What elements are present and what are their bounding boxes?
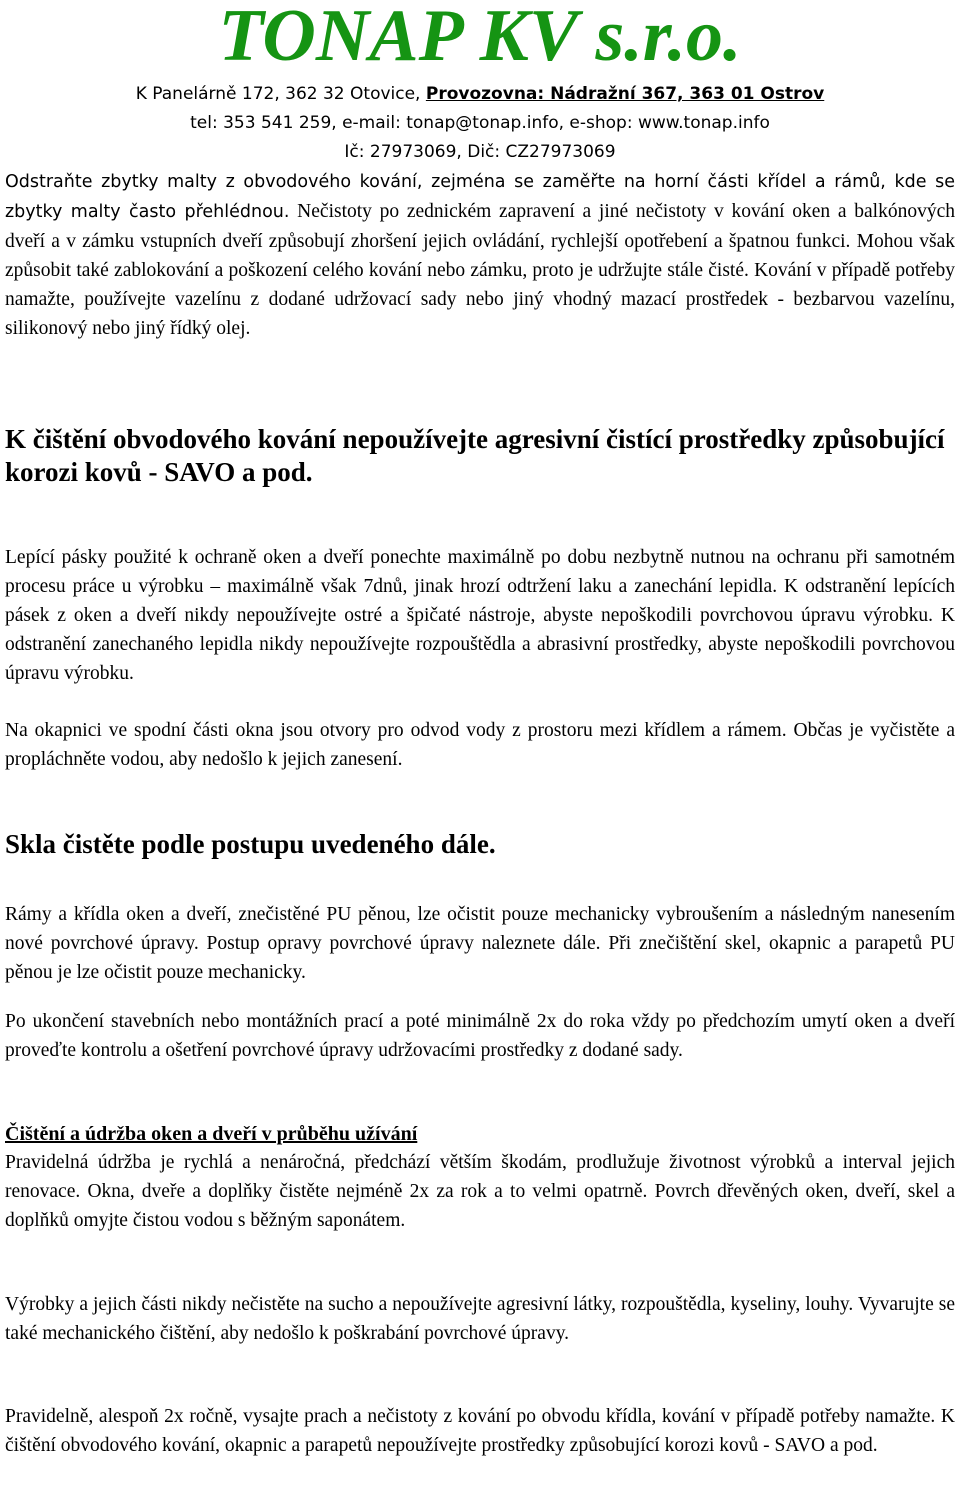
company-address bbox=[0, 81, 960, 107]
paragraph-hardware-intro: Odstraňte zbytky malty z obvodového kování, zejména se zaměřte na horní části křídel a rámů, kde se zbytky malty často přehlédnou. bbox=[5, 172, 955, 222]
branch-address: Provozovna: Nádražní 367, 363 01 Ostrov bbox=[425, 84, 825, 104]
paragraph-drip-edge: Na okapnici ve spodní části okna jsou otvory pro odvod vody z prostoru mezi křídlem a rámem. Občas je vyčistěte a propláchněte vodou, aby nedošlo k jejich zanesení. bbox=[5, 720, 955, 770]
contact-line: tel: 353 541 259, e-mail: tonap@tonap.info, e-shop: www.tonap.info bbox=[190, 113, 770, 133]
paragraph-hardware-rest: Nečistoty po zednickém zapravení a jiné nečistoty v kování oken a balkónových dveří a v zámku vstupních dveří způsobují zhoršení jejich ovládání, rychlejší opotřebení a špatnou funkci. Mohou však způsobit také zablokování a poškození celého kování nebo zámku, proto je udržujte stále čisté. Kování v případě potřeby namažte, používejte vazelínu z dodané udržovací sady nebo jiný vhodný mazací prostředek - bezbarvou vazelínu, silikonový nebo jiný řídký olej. bbox=[5, 201, 955, 339]
paragraph-hardware-cleaning bbox=[5, 167, 955, 343]
address-text: K Panelárně 172, 362 32 Otovice, bbox=[135, 84, 426, 104]
paragraph-cleaning-warnings: Výrobky a jejich části nikdy nečistěte na sucho a nepoužívejte agresivní látky, rozpouštědla, kyseliny, louhy. Vyvarujte se také mechanického čištění, aby nedošlo k poškrabání povrchové úpravy. bbox=[5, 1294, 955, 1344]
paragraph-adhesive-tapes: Lepící pásky použité k ochraně oken a dveří ponechte maximálně po dobu nezbytně nutnou na ochranu při samotném procesu práce u výrobku – maximálně však 7dnů, jinak hrozí odtržení laku a zanechání lepidla. K odstranění lepících pásek z oken a dveří nikdy nepoužívejte ostré a špičaté nástroje, abyste nepoškodili povrchovou úpravu výrobku. K odstranění zanechaného lepidla nikdy nepoužívejte rozpouštědla a abrasivní prostředky, abyste nepoškodili povrchovou úpravu výrobku. bbox=[5, 547, 955, 684]
heading-maintenance: Čištění a údržba oken a dveří v průběhu užívání bbox=[5, 1123, 418, 1145]
paragraph-pu-foam: Rámy a křídla oken a dveří, znečistěné PU pěnou, lze očistit pouze mechanicky vybroušením a následným nanesením nové povrchové úpravy. Postup opravy povrchové úpravy naleznete dále. Při znečištění skel, okapnic a parapetů PU pěnou je lze očistit pouze mechanicky. bbox=[5, 904, 955, 983]
paragraph-surface-check: Po ukončení stavebních nebo montážních prací a poté minimálně 2x do roka vždy po předchozím umytí oken a dveří proveďte kontrolu a ošetření povrchové úpravy udržovacími prostředky z dodané sady. bbox=[5, 1011, 955, 1061]
paragraph-regular-maintenance: Pravidelná údržba je rychlá a nenáročná, předchází větším škodám, prodlužuje životnost výrobků a interval jejich renovace. Okna, dveře a doplňky čistěte nejméně 2x za rok a to velmi opatrně. Povrch dřevěných oken, dveří, skel a doplňků omyjte čistou vodou s běžným saponátem. bbox=[5, 1152, 955, 1231]
company-name: TONAP KV s.r.o. bbox=[218, 0, 742, 77]
heading-glass-cleaning: Skla čistěte podle postupu uvedeného dále. bbox=[5, 829, 496, 859]
paragraph-hardware-vacuum: Pravidelně, alespoň 2x ročně, vysajte prach a nečistoty z kování po obvodu křídla, kování v případě potřeby namažte. K čištění obvodového kování, okapnic a parapetů nepoužívejte prostředky způsobující korozi kovů - SAVO a pod. bbox=[5, 1406, 955, 1456]
warning-heading-hardware: K čištění obvodového kování nepoužívejte agresivní čistící prostředky způsobující korozi kovů - SAVO a pod. bbox=[5, 424, 945, 487]
company-ids: Ič: 27973069, Dič: CZ27973069 bbox=[344, 142, 616, 162]
